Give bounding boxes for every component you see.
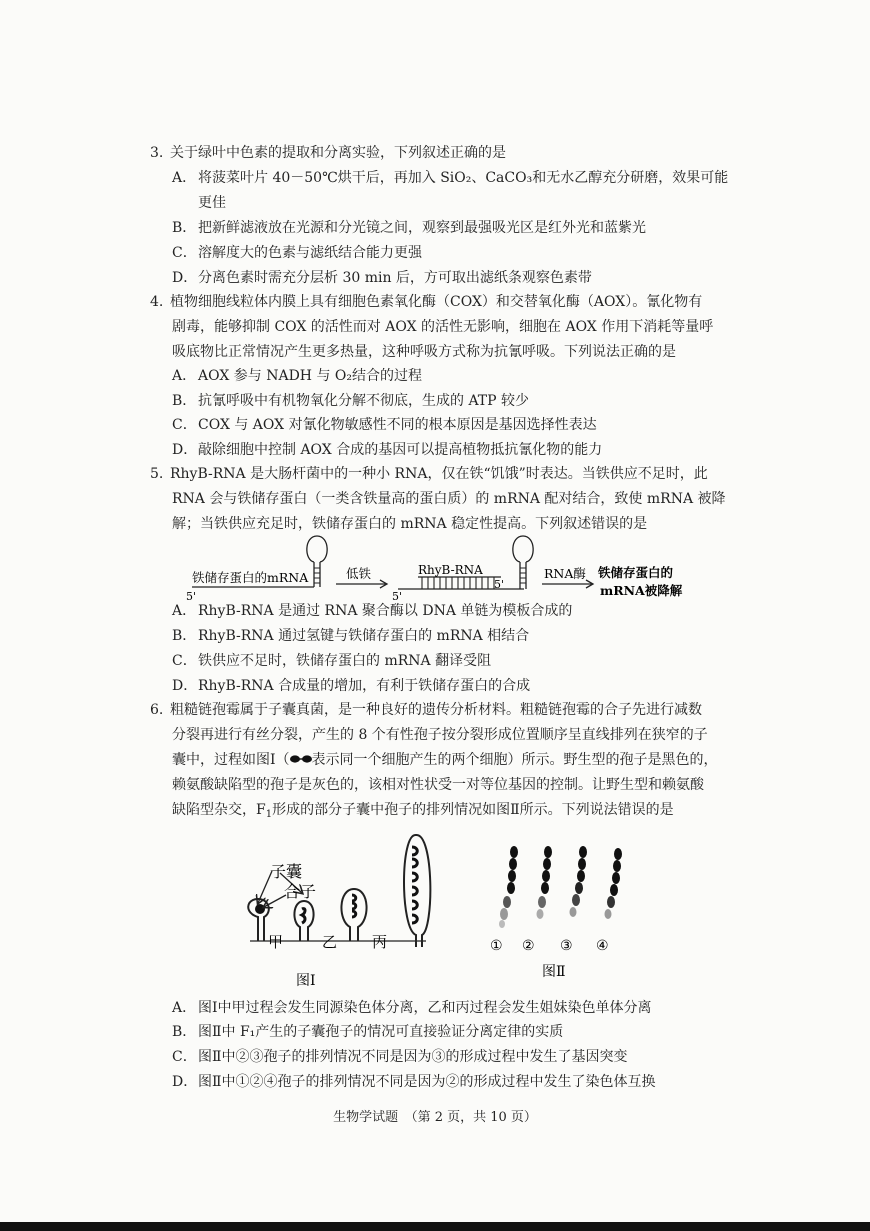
q3-stem-text: 关于绿叶中色素的提取和分离实验，下列叙述正确的是	[170, 145, 506, 161]
q6-stem-line5	[172, 800, 674, 825]
q4-option-a	[172, 366, 422, 386]
q4-option-c	[172, 415, 597, 435]
q5-stem-line3: 解；当铁供应充足时，铁储存蛋白的 mRNA 稳定性提高。下列叙述错误的是	[172, 516, 648, 532]
option-text: RhyB-RNA 通过氢键与铁储存蛋白的 mRNA 相结合	[198, 628, 530, 644]
option-text: RhyB-RNA 是通过 RNA 聚合酶以 DNA 单链为模板合成的	[198, 603, 573, 619]
marker-1: ①	[490, 938, 503, 954]
label-zinang: 子囊	[270, 862, 303, 881]
option-label: C．	[172, 417, 197, 433]
mrna-hairpin-mid	[513, 536, 533, 589]
option-text: RhyB-RNA 合成量的增加，有利于铁储存蛋白的合成	[198, 678, 531, 694]
q4-stem-line1	[150, 292, 702, 312]
page-footer: 生物学试题 （第 2 页，共 10 页）	[333, 1110, 537, 1125]
q5-stem-text: RhyB-RNA 是大肠杆菌中的一种小 RNA，仅在铁“饥饿”时表达。当铁供应不足时，此	[170, 466, 708, 482]
q3-stem	[150, 143, 506, 163]
option-text: 图Ⅱ中①②④孢子的排列情况不同是因为②的形成过程中发生了染色体互换	[198, 1074, 656, 1090]
option-label: C．	[172, 245, 197, 261]
q6-number: 6.	[150, 702, 164, 718]
base-pairing-ticks	[422, 577, 494, 589]
option-label: B．	[172, 628, 197, 644]
figure-2-spore-arrangements	[480, 840, 630, 985]
option-text: 把新鲜滤液放在光源和分光镜之间，观察到最强吸光区是红外光和蓝紫光	[198, 220, 646, 236]
five-prime-mid-right: 5'	[494, 578, 505, 591]
option-text: 图Ⅱ中 F₁产生的子囊孢子的情况可直接验证分离定律的实质	[198, 1024, 564, 1040]
label-hezi: 合子	[284, 882, 317, 901]
q6-stem-line4: 赖氨酸缺陷型的孢子是灰色的，该相对性状受一对等位基因的控制。让野生型和赖氨酸	[172, 777, 704, 793]
option-text: 铁供应不足时，铁储存蛋白的 mRNA 翻译受阻	[198, 653, 492, 669]
option-label: C．	[172, 653, 197, 669]
marker-2: ②	[522, 938, 535, 954]
figure-1-caption: 图Ⅰ	[296, 973, 316, 989]
q3-option-a-cont: 更佳	[198, 195, 226, 211]
q5-number: 5.	[150, 466, 164, 482]
stage-yi: 乙	[322, 933, 338, 951]
stage-bing: 丙	[372, 933, 388, 951]
figure-2-caption: 图Ⅱ	[542, 964, 566, 980]
ascus-stage-2	[294, 901, 313, 941]
paired-cells-icon	[290, 754, 312, 764]
q5-stem-line1	[150, 464, 708, 484]
rhyb-label: RhyB-RNA	[418, 563, 483, 577]
q4-stem-line2: 剧毒，能够抑制 COX 的活性而对 AOX 的活性无影响，细胞在 AOX 作用下消耗等量呼	[172, 319, 714, 335]
q6-option-d	[172, 1072, 656, 1092]
q3-option-c	[172, 243, 422, 263]
q3-option-a	[172, 168, 728, 188]
option-label: B．	[172, 1024, 197, 1040]
mrna-hairpin-left	[307, 536, 327, 587]
zygote-ascus	[248, 899, 269, 941]
q5-option-b	[172, 626, 529, 646]
subscript-1: 1	[265, 809, 273, 820]
result-line1: 铁储存蛋白的	[598, 565, 674, 580]
option-text: 抗氰呼吸中有机物氧化分解不彻底，生成的 ATP 较少	[198, 393, 530, 409]
spore-chain-1	[499, 846, 518, 928]
option-text: AOX 参与 NADH 与 O₂结合的过程	[198, 368, 422, 384]
spore-chain-4	[605, 848, 623, 919]
option-text: 分离色素时需充分层析 30 min 后，方可取出滤纸条观察色素带	[198, 270, 592, 286]
q3-option-b	[172, 218, 646, 238]
q6-stem-text-part: 形成的部分子囊中孢子的排列情况如图Ⅱ所示。下列说法错误的是	[272, 802, 674, 818]
q6-stem-text-part: 囊中，过程如图Ⅰ（	[172, 752, 290, 768]
option-text: COX 与 AOX 对氰化物敏感性不同的根本原因是基因选择性表达	[198, 417, 597, 433]
scan-edge-bar	[0, 1222, 870, 1231]
option-label: B．	[172, 220, 197, 236]
ascus-stage-3	[341, 889, 366, 941]
mrna-label: 铁储存蛋白的mRNA	[192, 570, 309, 585]
q5-stem-line2: RNA 会与铁储存蛋白（一类含铁量高的蛋白质）的 mRNA 配对结合，致使 mRNA 被降	[172, 491, 726, 507]
option-text: 图Ⅱ中②③孢子的排列情况不同是因为③的形成过程中发生了基因突变	[198, 1049, 628, 1065]
option-label: D．	[172, 678, 198, 694]
q5-option-d	[172, 676, 530, 696]
q3-number: 3.	[150, 145, 164, 161]
q6-option-c	[172, 1047, 628, 1067]
option-label: A．	[172, 368, 197, 384]
option-text: 敲除细胞中控制 AOX 合成的基因可以提高植物抵抗氰化物的能力	[198, 442, 603, 458]
option-label: D．	[172, 1074, 198, 1090]
marker-3: ③	[560, 938, 573, 954]
option-label: D．	[172, 270, 198, 286]
spore-chain-2	[537, 846, 553, 919]
five-prime-mid-left: 5'	[392, 590, 403, 602]
option-label: A．	[172, 1000, 197, 1016]
q5-option-c	[172, 651, 491, 671]
option-label: D．	[172, 442, 198, 458]
q4-number: 4.	[150, 294, 164, 310]
figure-1-ascus-development	[236, 833, 456, 993]
rnase-label: RNA酶	[544, 566, 586, 581]
five-prime-left-label: 5'	[186, 590, 197, 602]
q4-stem-text: 植物细胞线粒体内膜上具有细胞色素氧化酶（COX）和交替氧化酶（AOX）。氰化物有	[170, 294, 703, 310]
q6-option-a	[172, 998, 652, 1018]
q6-stem-line1	[150, 700, 702, 720]
q6-stem-text-part: 缺陷型杂交，F	[172, 802, 266, 818]
result-line2: mRNA被降解	[600, 583, 683, 598]
q4-stem-line3: 吸底物比正常情况产生更多热量，这种呼吸方式称为抗氰呼吸。下列说法正确的是	[172, 344, 676, 360]
arrow-to-zygote	[264, 895, 286, 907]
ascus-stage-4	[404, 835, 430, 947]
option-label: A．	[172, 603, 197, 619]
low-iron-label: 低铁	[346, 566, 372, 581]
option-label: C．	[172, 1049, 197, 1065]
spore-chain-3	[570, 846, 588, 917]
q5-mrna-diagram	[186, 532, 696, 602]
q6-option-b	[172, 1022, 563, 1042]
q6-stem-line2: 分裂再进行有丝分裂，产生的 8 个有性孢子按分裂形成位置顺序呈直线排列在狭窄的子	[172, 727, 708, 743]
q6-stem-text: 粗糙链孢霉属于子囊真菌，是一种良好的遗传分析材料。粗糙链孢霉的合子先进行减数	[170, 702, 702, 718]
marker-4: ④	[596, 938, 609, 954]
q6-stem-line3	[172, 750, 718, 770]
option-label: A．	[172, 170, 197, 186]
q3-option-d	[172, 268, 592, 288]
option-text: 图Ⅰ中甲过程会发生同源染色体分离，乙和丙过程会发生姐妹染色单体分离	[198, 1000, 652, 1016]
q5-option-a	[172, 601, 572, 621]
q4-option-b	[172, 391, 529, 411]
option-text: 溶解度大的色素与滤纸结合能力更强	[198, 245, 422, 261]
stage-jia: 甲	[268, 933, 284, 951]
option-text: 将菠菜叶片 40－50℃烘干后，再加入 SiO₂、CaCO₃和无水乙醇充分研磨，效果可能	[198, 170, 729, 186]
option-label: B．	[172, 393, 197, 409]
q4-option-d	[172, 440, 602, 460]
q6-stem-text-part: 表示同一个细胞产生的两个细胞）所示。野生型的孢子是黑色的，	[311, 752, 718, 768]
